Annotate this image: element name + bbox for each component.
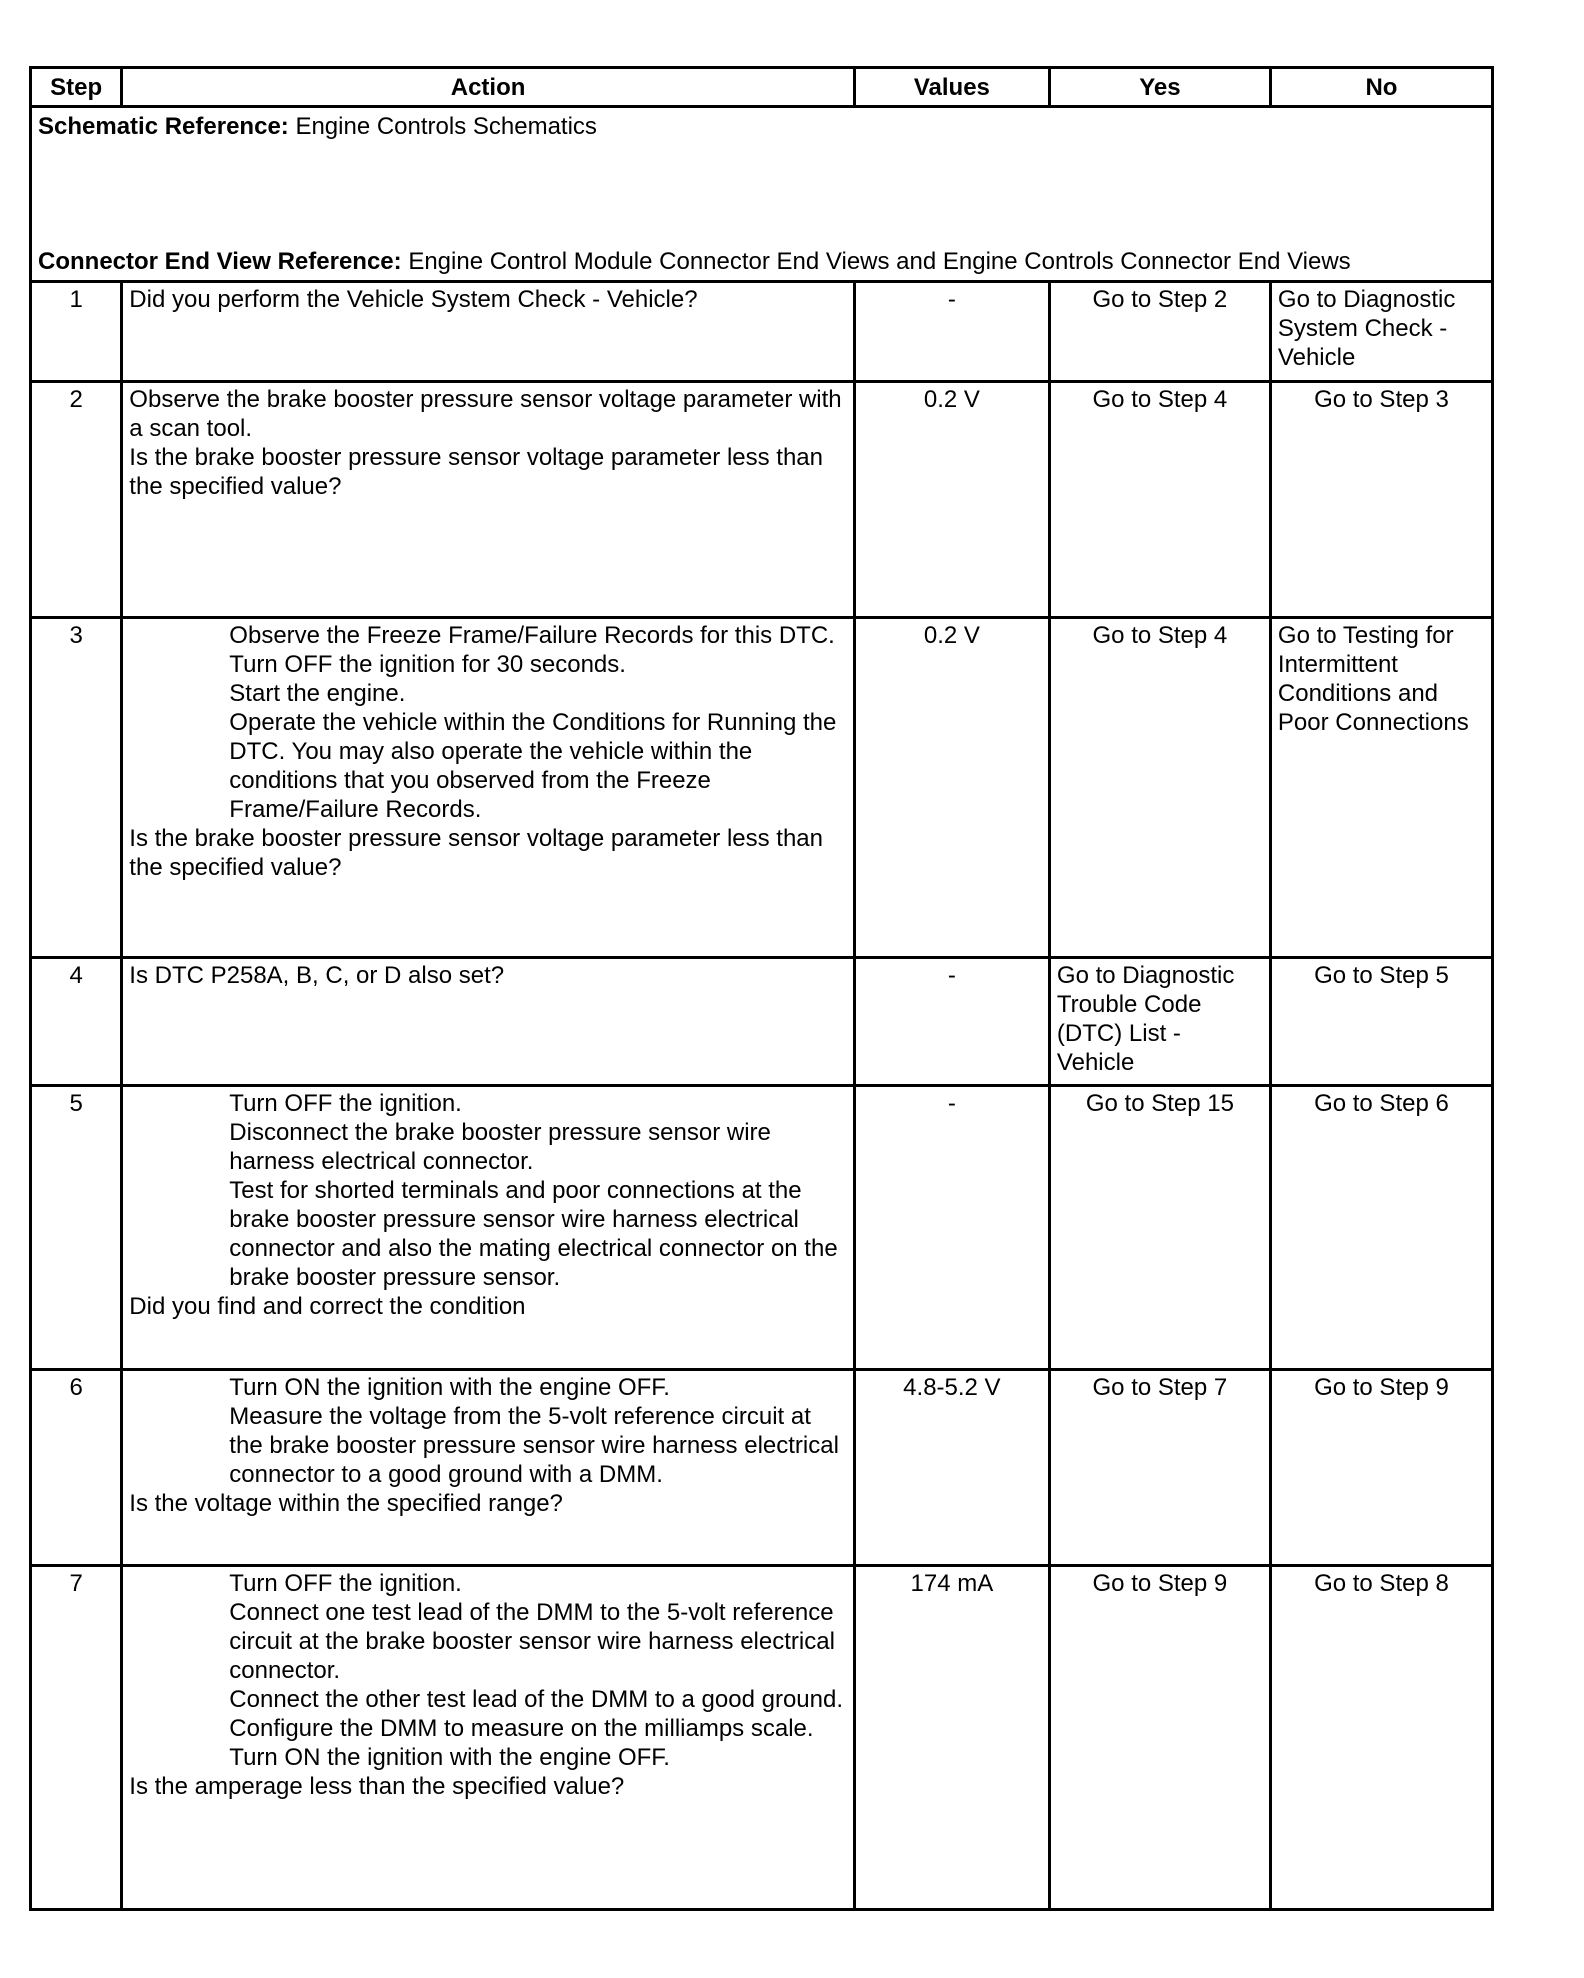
step-row-2 xyxy=(31,382,1493,618)
yes-cell: Go to Step 4 xyxy=(1049,382,1270,618)
action-line: Turn OFF the ignition. xyxy=(229,1090,462,1117)
action-steps xyxy=(129,1373,847,1489)
action-line: Turn ON the ignition with the engine OFF. xyxy=(229,1374,670,1401)
step-row-1 xyxy=(31,282,1493,382)
action-steps xyxy=(129,1089,847,1292)
step-row-3 xyxy=(31,618,1493,958)
action-question: Is the brake booster pressure sensor voltage parameter less than the specified value? xyxy=(129,444,823,500)
step-row-5 xyxy=(31,1086,1493,1370)
step-number: 6 xyxy=(31,1370,122,1566)
action-cell xyxy=(122,382,855,618)
reference-cell xyxy=(31,107,1493,282)
value-cell: - xyxy=(854,958,1049,1086)
no-cell: Go to Step 5 xyxy=(1270,958,1492,1086)
action-question: Did you find and correct the condition xyxy=(129,1293,526,1320)
step-number: 4 xyxy=(31,958,122,1086)
header-yes: Yes xyxy=(1049,68,1270,107)
action-line: Turn OFF the ignition. xyxy=(229,1570,462,1597)
step-row-6 xyxy=(31,1370,1493,1566)
action-cell xyxy=(122,618,855,958)
action-line: Test for shorted terminals and poor connections at the brake booster pressure sensor wire harness electrical connector and also the mating electrical connector on the brake booster pressure sensor. xyxy=(229,1177,838,1291)
action-cell xyxy=(122,1566,855,1910)
yes-cell: Go to Diagnostic Trouble Code (DTC) List - Vehicle xyxy=(1049,958,1270,1086)
action-line: Turn OFF the ignition for 30 seconds. xyxy=(229,651,626,678)
schematic-reference xyxy=(38,112,597,141)
step-number: 7 xyxy=(31,1566,122,1910)
no-cell: Go to Diagnostic System Check - Vehicle xyxy=(1270,282,1492,382)
action-line: Did you perform the Vehicle System Check - Vehicle? xyxy=(129,286,698,313)
yes-cell: Go to Step 15 xyxy=(1049,1086,1270,1370)
step-number: 3 xyxy=(31,618,122,958)
value-cell: - xyxy=(854,1086,1049,1370)
action-line: Start the engine. xyxy=(229,680,406,707)
value-cell: 0.2 V xyxy=(854,618,1049,958)
action-line: Operate the vehicle within the Conditions for Running the DTC. You may also operate the vehicle within the conditions that you observed from the Freeze Frame/Failure Records. xyxy=(229,709,837,823)
header-values: Values xyxy=(854,68,1049,107)
schematic-reference-text: Engine Controls Schematics xyxy=(288,113,597,140)
no-cell: Go to Step 8 xyxy=(1270,1566,1492,1910)
diagnostic-table xyxy=(29,66,1494,1911)
header-no: No xyxy=(1270,68,1492,107)
action-cell xyxy=(122,282,855,382)
action-line: Connect the other test lead of the DMM to a good ground. xyxy=(229,1686,844,1713)
action-cell xyxy=(122,1370,855,1566)
step-number: 5 xyxy=(31,1086,122,1370)
value-cell: 174 mA xyxy=(854,1566,1049,1910)
connector-reference-text: Engine Control Module Connector End Views and Engine Controls Connector End Views xyxy=(401,248,1351,275)
connector-reference-label: Connector End View Reference: xyxy=(38,248,402,275)
value-cell: 4.8-5.2 V xyxy=(854,1370,1049,1566)
header-row xyxy=(31,68,1493,107)
step-number: 1 xyxy=(31,282,122,382)
header-action: Action xyxy=(122,68,855,107)
step-number: 2 xyxy=(31,382,122,618)
action-steps xyxy=(129,1569,847,1772)
no-cell: Go to Step 3 xyxy=(1270,382,1492,618)
action-line: Measure the voltage from the 5-volt reference circuit at the brake booster pressure sensor wire harness electrical connector to a good ground with a DMM. xyxy=(229,1403,839,1488)
action-line: Is DTC P258A, B, C, or D also set? xyxy=(129,962,505,989)
action-cell xyxy=(122,958,855,1086)
action-line: Configure the DMM to measure on the milliamps scale. xyxy=(229,1715,814,1742)
step-row-7 xyxy=(31,1566,1493,1910)
action-line: Connect one test lead of the DMM to the 5-volt reference circuit at the brake booster sensor wire harness electrical connector. xyxy=(229,1599,835,1684)
yes-cell: Go to Step 9 xyxy=(1049,1566,1270,1910)
schematic-reference-label: Schematic Reference: xyxy=(38,113,289,140)
action-question: Is the brake booster pressure sensor voltage parameter less than the specified value? xyxy=(129,825,823,881)
action-line: Turn ON the ignition with the engine OFF. xyxy=(229,1744,670,1771)
action-line: Observe the Freeze Frame/Failure Records for this DTC. xyxy=(229,622,835,649)
no-cell: Go to Testing for Intermittent Conditions and Poor Connections xyxy=(1270,618,1492,958)
yes-cell: Go to Step 2 xyxy=(1049,282,1270,382)
action-cell xyxy=(122,1086,855,1370)
reference-row xyxy=(31,107,1493,282)
value-cell: - xyxy=(854,282,1049,382)
connector-reference xyxy=(38,247,1351,276)
action-question: Is the amperage less than the specified value? xyxy=(129,1773,625,1800)
yes-cell: Go to Step 4 xyxy=(1049,618,1270,958)
step-row-4 xyxy=(31,958,1493,1086)
no-cell: Go to Step 6 xyxy=(1270,1086,1492,1370)
action-line: Observe the brake booster pressure sensor voltage parameter with a scan tool. xyxy=(129,386,842,442)
action-line: Disconnect the brake booster pressure sensor wire harness electrical connector. xyxy=(229,1119,771,1175)
action-question: Is the voltage within the specified range? xyxy=(129,1490,563,1517)
no-cell: Go to Step 9 xyxy=(1270,1370,1492,1566)
action-steps xyxy=(129,621,847,824)
value-cell: 0.2 V xyxy=(854,382,1049,618)
header-step: Step xyxy=(31,68,122,107)
yes-cell: Go to Step 7 xyxy=(1049,1370,1270,1566)
